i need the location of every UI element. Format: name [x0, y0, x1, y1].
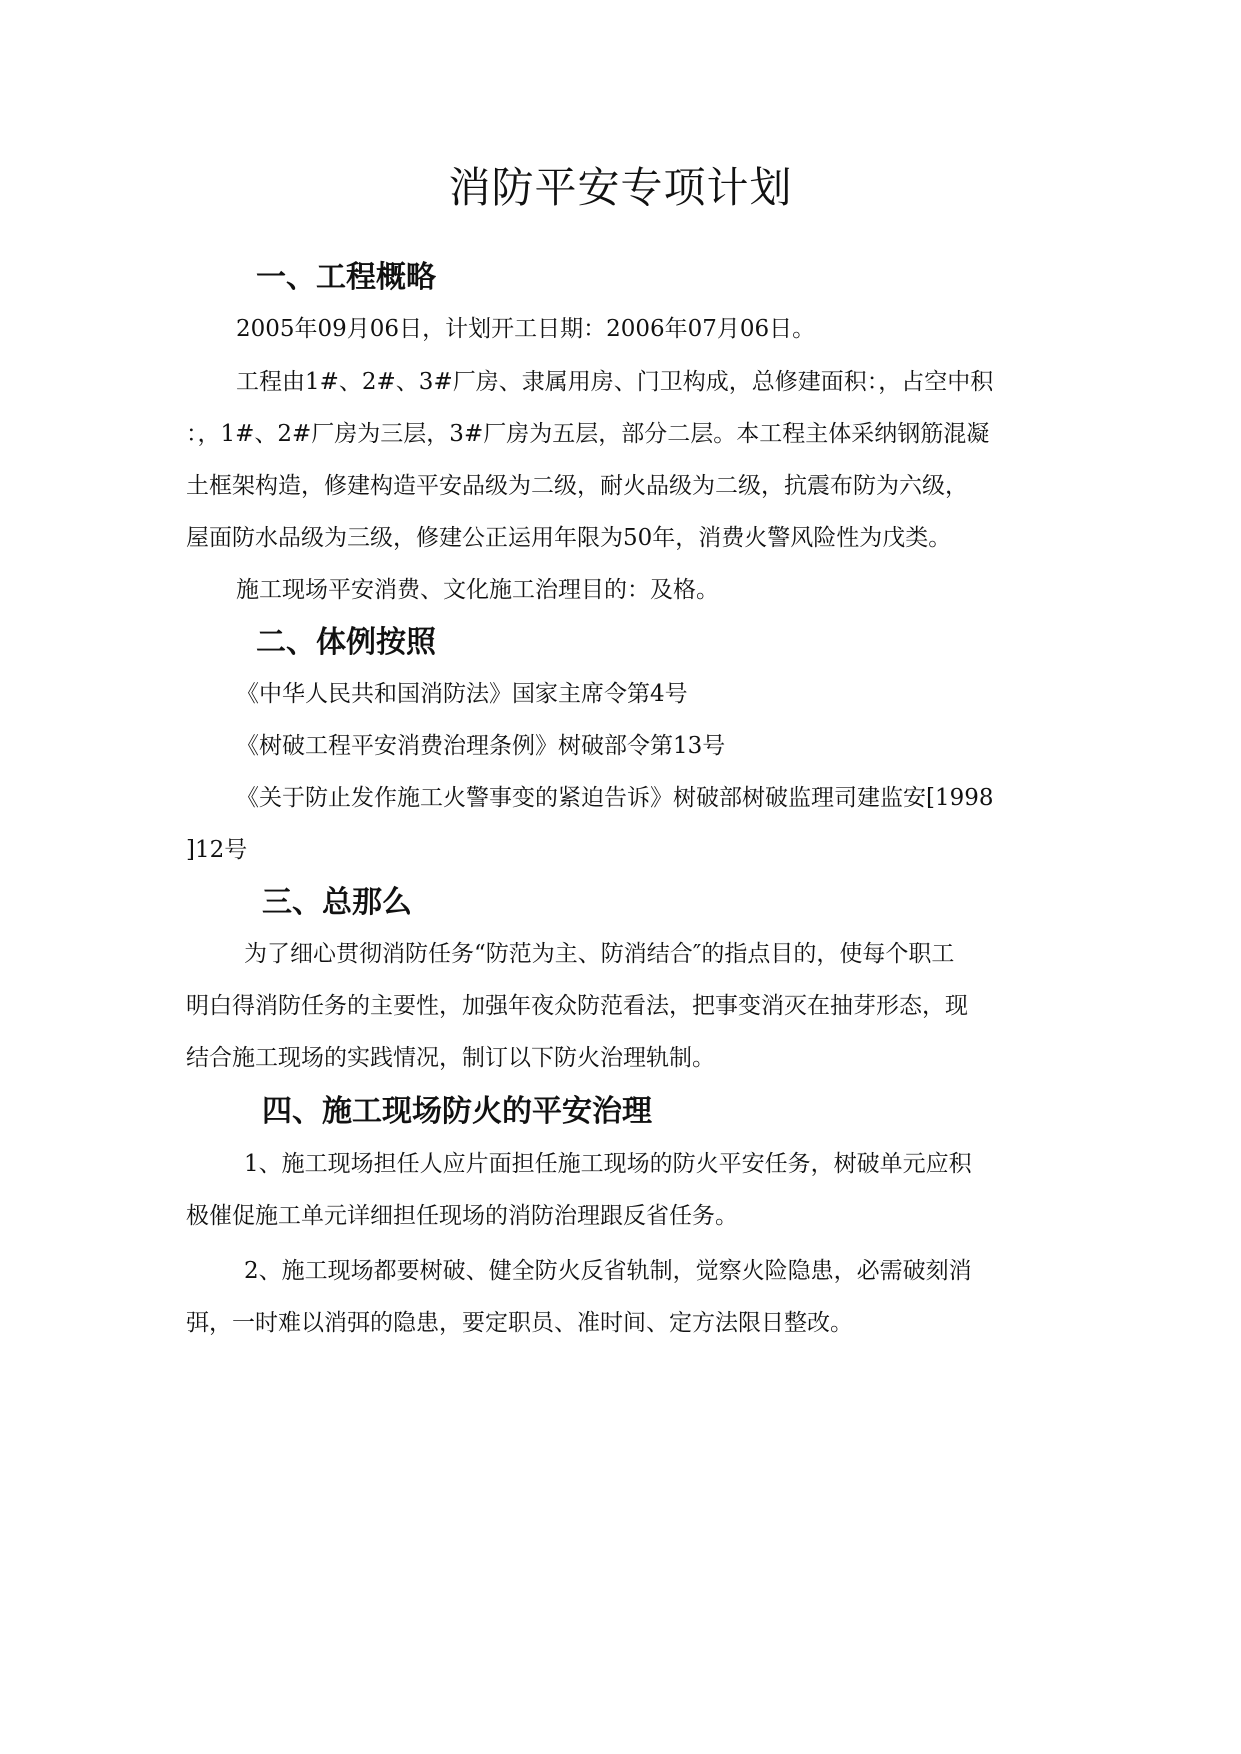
section-heading-overview: 一、工程概略	[256, 260, 436, 295]
paragraph-line: ]12号	[186, 837, 248, 863]
paragraph-line: 1、施工现场担任人应片面担任施工现场的防火平安任务，树破单元应积	[244, 1151, 972, 1177]
paragraph-line: 土框架构造，修建构造平安品级为二级，耐火品级为二级，抗震布防为六级，	[186, 473, 968, 499]
section-heading-basis: 二、体例按照	[256, 625, 436, 660]
paragraph-line: 工程由1#、2#、3#厂房、隶属用房、门卫构成，总修建面积：，占空中积	[236, 369, 994, 395]
paragraph-line: ：，1#、2#厂房为三层，3#厂房为五层，部分二层。本工程主体采纳钢筋混凝	[186, 421, 990, 447]
paragraph-line: 屋面防水品级为三级，修建公正运用年限为50年，消费火警风险性为戊类。	[186, 525, 952, 551]
paragraph-line: 2005年09月06日，计划开工日期：2006年07月06日。	[236, 316, 816, 342]
paragraph-line: 明白得消防任务的主要性，加强年夜众防范看法，把事变消灭在抽芽形态，现	[186, 993, 968, 1019]
paragraph-line: 《中华人民共和国消防法》国家主席令第4号	[236, 681, 688, 707]
section-heading-fire-safety: 四、施工现场防火的平安治理	[262, 1094, 652, 1129]
paragraph-line: 结合施工现场的实践情况，制订以下防火治理轨制。	[186, 1045, 715, 1071]
paragraph-line: 《关于防止发作施工火警事变的紧迫告诉》树破部树破监理司建监安[1998	[236, 785, 994, 811]
paragraph-line: 为了细心贯彻消防任务“防范为主、防消结合″的指点目的，使每个职工	[244, 941, 955, 967]
paragraph-line: 弭，一时难以消弭的隐患，要定职员、准时间、定方法限日整改。	[186, 1310, 853, 1336]
paragraph-line: 施工现场平安消费、文化施工治理目的：及格。	[236, 577, 719, 603]
document-title: 消防平安专项计划	[448, 163, 793, 212]
paragraph-line: 极催促施工单元详细担任现场的消防治理跟反省任务。	[186, 1203, 738, 1229]
section-heading-general: 三、总那么	[262, 885, 412, 920]
paragraph-line: 2、施工现场都要树破、健全防火反省轨制，觉察火险隐患，必需破刻消	[244, 1258, 972, 1284]
paragraph-line: 《树破工程平安消费治理条例》树破部令第13号	[236, 733, 726, 759]
